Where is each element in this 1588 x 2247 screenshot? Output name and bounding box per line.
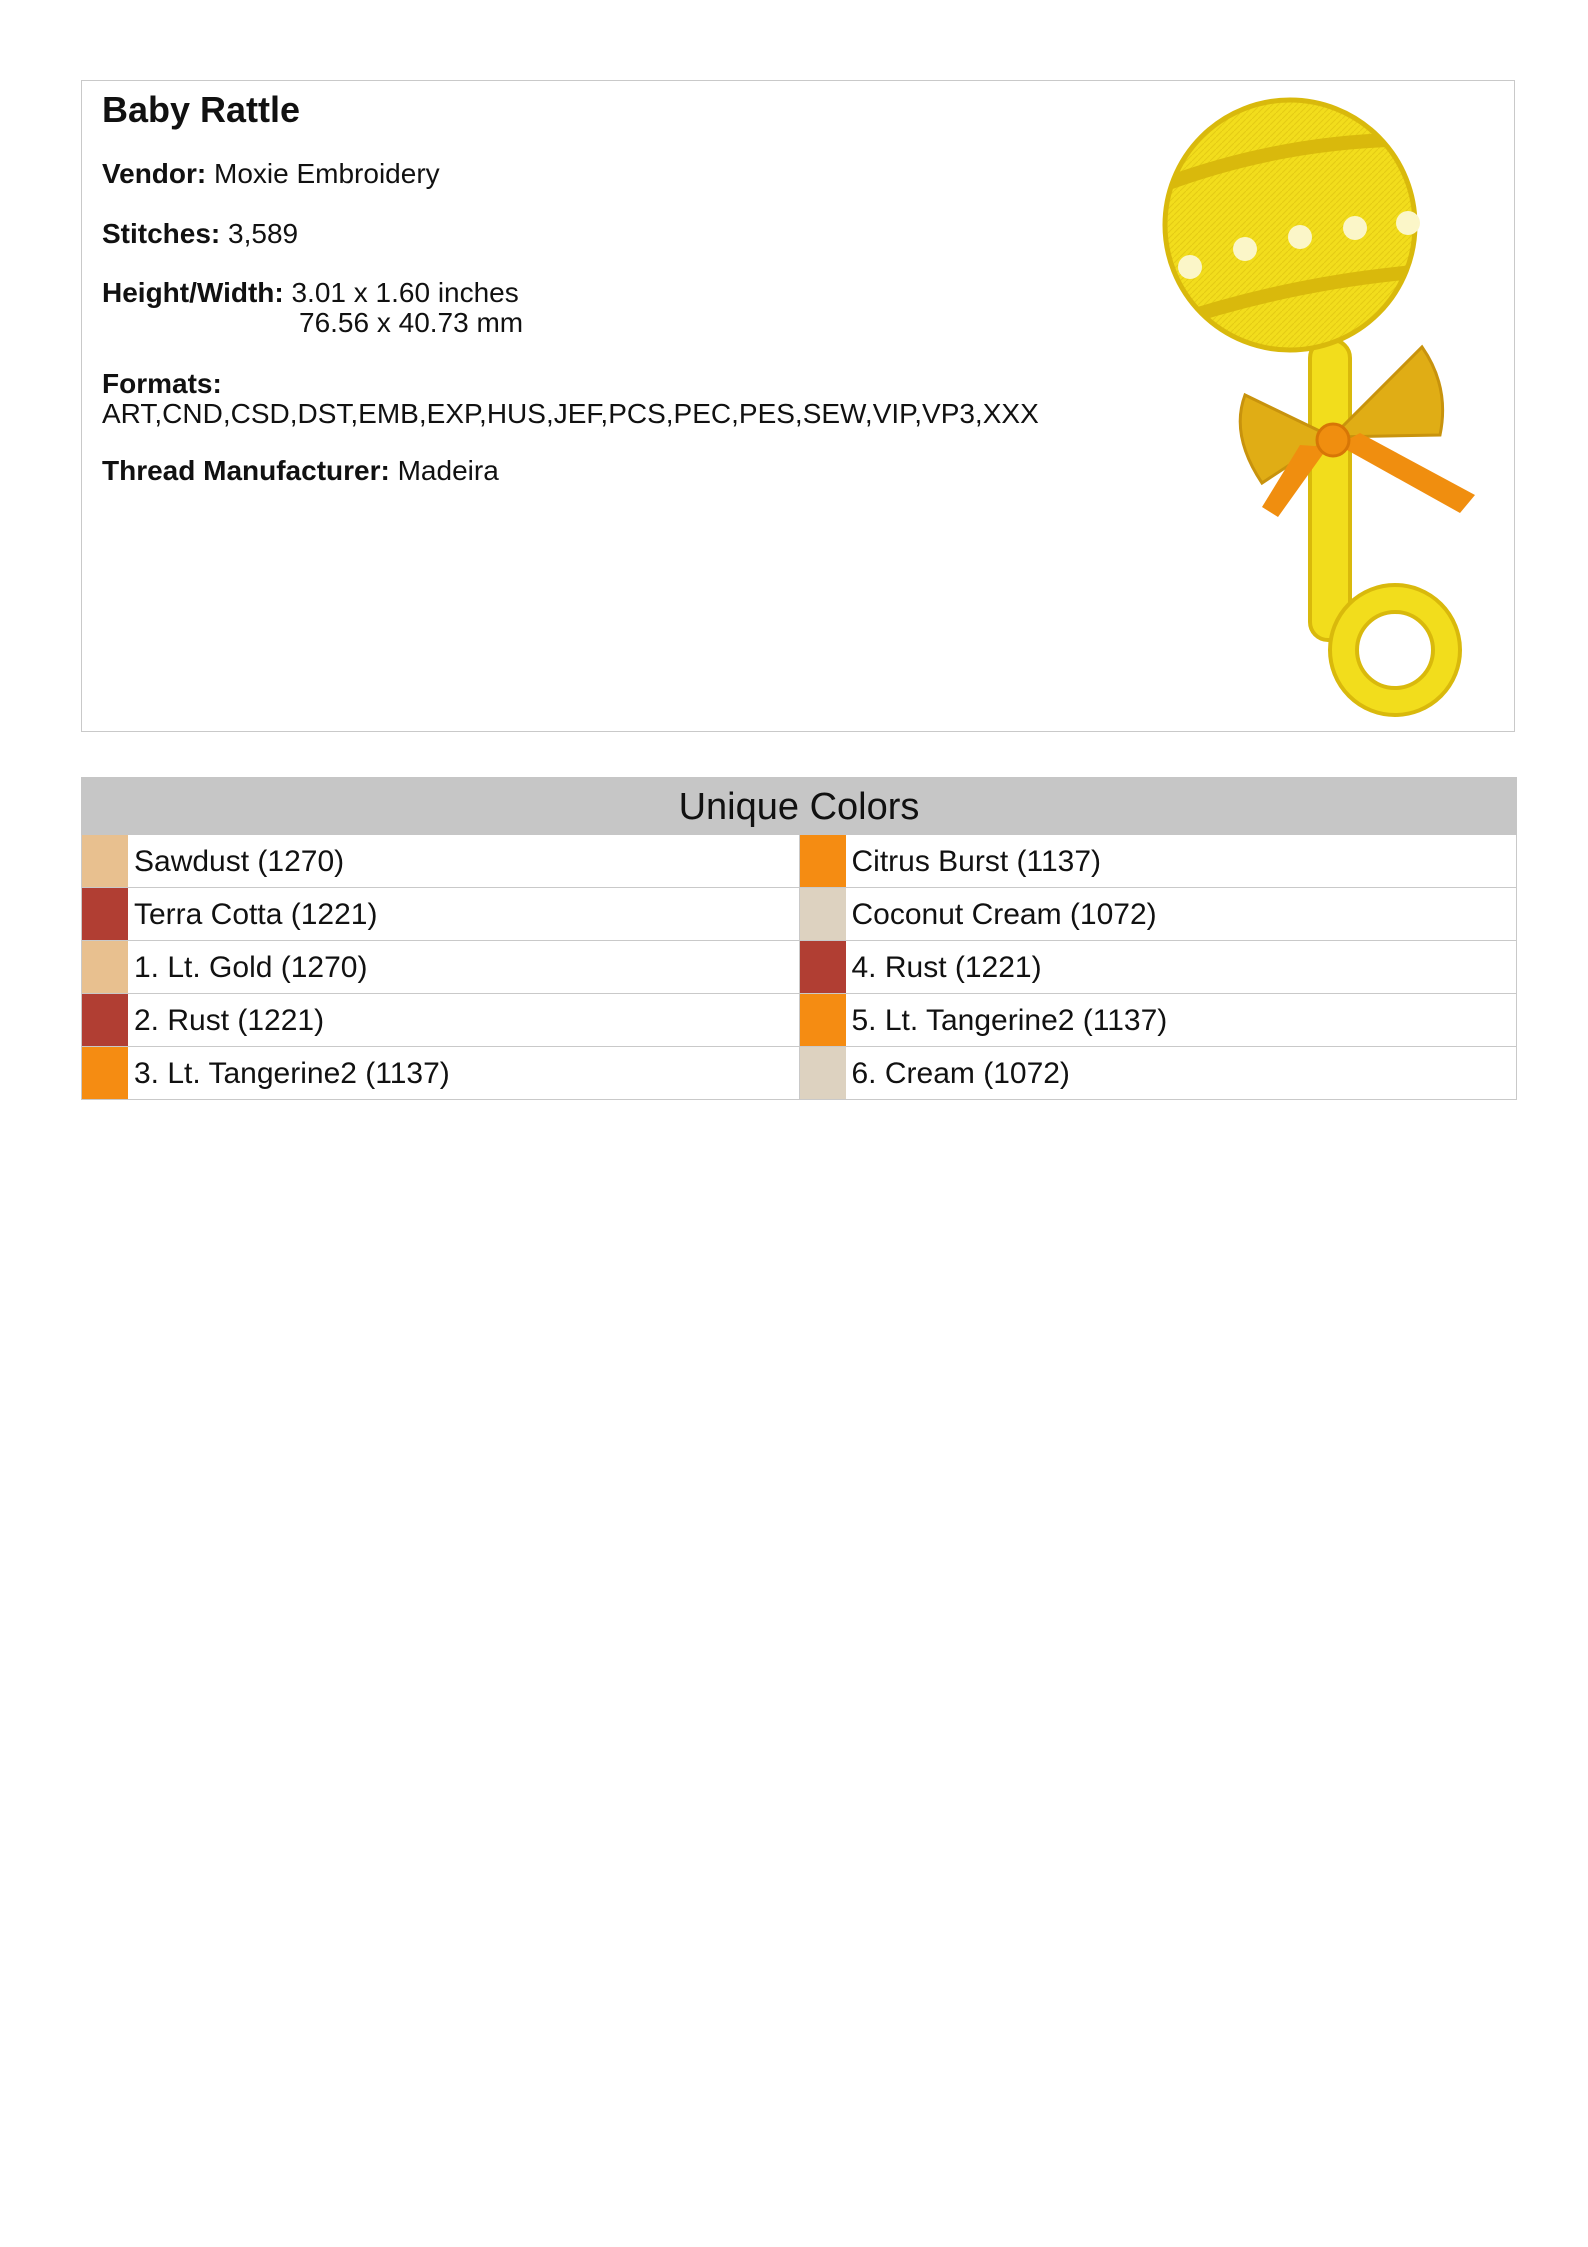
- color-name: 5. Lt. Tangerine2 (1137): [851, 1003, 1168, 1037]
- vendor-field: [102, 159, 440, 189]
- color-swatch: [800, 1047, 846, 1099]
- color-row: [800, 994, 1518, 1047]
- formats-label: Formats:: [102, 368, 222, 399]
- color-swatch: [82, 888, 128, 940]
- vendor-value: Moxie Embroidery: [214, 158, 440, 189]
- size-inches-value: 3.01 x 1.60 inches: [291, 277, 519, 308]
- color-name: 1. Lt. Gold (1270): [134, 950, 368, 984]
- color-name: 6. Cream (1072): [851, 1056, 1070, 1090]
- color-name: 2. Rust (1221): [134, 1003, 325, 1037]
- color-row: [82, 835, 800, 888]
- color-row: [800, 1047, 1518, 1100]
- size-label: Height/Width:: [102, 277, 284, 308]
- color-name: Terra Cotta (1221): [134, 897, 378, 931]
- formats-value: ART,CND,CSD,DST,EMB,EXP,HUS,JEF,PCS,PEC,PES,SEW,VIP,VP3,XXX: [102, 398, 1039, 429]
- color-row: [82, 994, 800, 1047]
- design-info-panel: [81, 80, 1515, 732]
- unique-colors-grid: [81, 835, 1517, 1100]
- color-swatch: [82, 1047, 128, 1099]
- color-name: Coconut Cream (1072): [851, 897, 1157, 931]
- color-name: Sawdust (1270): [134, 844, 345, 878]
- color-name: 3. Lt. Tangerine2 (1137): [134, 1056, 450, 1090]
- stitches-label: Stitches:: [102, 218, 221, 249]
- color-row: [800, 888, 1518, 941]
- baby-rattle-image: [1150, 95, 1520, 735]
- formats-field: [102, 369, 1039, 429]
- color-swatch: [800, 941, 846, 993]
- color-swatch: [82, 994, 128, 1046]
- thread-label: Thread Manufacturer:: [102, 455, 390, 486]
- color-row: [800, 941, 1518, 994]
- size-mm-value: 76.56 x 40.73 mm: [299, 307, 524, 338]
- color-swatch: [82, 941, 128, 993]
- stitches-value: 3,589: [228, 218, 299, 249]
- color-swatch: [82, 835, 128, 887]
- thread-value: Madeira: [397, 455, 499, 486]
- color-swatch: [800, 888, 846, 940]
- color-row: [800, 835, 1518, 888]
- stitches-field: [102, 219, 298, 249]
- color-row: [82, 941, 800, 994]
- thread-field: [102, 456, 499, 486]
- color-swatch: [800, 835, 846, 887]
- unique-colors-header: Unique Colors: [81, 777, 1517, 835]
- design-title: Baby Rattle: [102, 89, 301, 130]
- color-row: [82, 1047, 800, 1100]
- size-field: [102, 278, 523, 338]
- color-name: 4. Rust (1221): [851, 950, 1042, 984]
- color-row: [82, 888, 800, 941]
- color-swatch: [800, 994, 846, 1046]
- color-name: Citrus Burst (1137): [851, 844, 1102, 878]
- unique-colors-table: [81, 777, 1517, 1100]
- vendor-label: Vendor:: [102, 158, 207, 189]
